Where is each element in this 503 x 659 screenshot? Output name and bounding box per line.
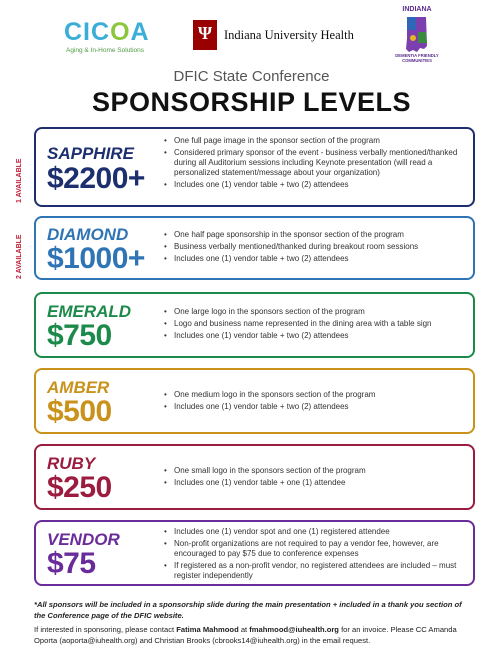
benefit-item: • Includes one (1) vendor table + two (2) attendees bbox=[164, 402, 463, 412]
benefit-item: • Logo and business name represented in the dining area with a table sign bbox=[164, 319, 463, 329]
benefit-item: • Non-profit organizations are not required to pay a vendor fee, however, are encouraged to pay $75 due to conference expenses bbox=[164, 539, 463, 559]
contact-info bbox=[34, 624, 474, 646]
tier-price: $250 bbox=[47, 471, 112, 504]
tier-name: EMERALD bbox=[47, 302, 132, 321]
cicoa-logo bbox=[64, 18, 154, 58]
tier-price: $2200+ bbox=[47, 162, 145, 195]
benefit-item: • Includes one (1) vendor table + two (2) attendees bbox=[164, 331, 463, 341]
benefit-item: • Includes one (1) vendor table + two (2) attendees bbox=[164, 254, 463, 264]
indiana-title: INDIANA bbox=[402, 6, 432, 13]
tier-benefits bbox=[164, 136, 463, 192]
page-title: SPONSORSHIP LEVELS bbox=[91, 87, 412, 117]
tier-emerald bbox=[34, 292, 475, 358]
cicoa-o-letter: O bbox=[110, 18, 131, 46]
tier-benefits bbox=[164, 390, 463, 414]
indiana-state-icon bbox=[404, 16, 430, 54]
benefit-item: • One small logo in the sponsors section of the program bbox=[164, 466, 463, 476]
dementia-friendly-logo bbox=[382, 6, 452, 68]
tier-ruby bbox=[34, 444, 475, 510]
contact-name: Fatima Mahmood bbox=[176, 625, 239, 634]
benefit-item: • One medium logo in the sponsors section of the program bbox=[164, 390, 463, 400]
tier-price: $75 bbox=[47, 547, 96, 580]
iu-trident-icon bbox=[193, 20, 217, 60]
tier-vendor bbox=[34, 520, 475, 586]
tier-price: $750 bbox=[47, 319, 112, 352]
contact-email-link[interactable]: fmahmood@iuhealth.org bbox=[249, 625, 339, 634]
benefit-item: • Business verbally mentioned/thanked during breakout room sessions bbox=[164, 242, 463, 252]
contact-text: If interested in sponsoring, please contact bbox=[34, 625, 177, 634]
cicoa-tagline: Aging & In-Home Solutions bbox=[66, 47, 145, 54]
benefit-item: • Includes one (1) vendor spot and one (1) registered attendee bbox=[164, 527, 463, 537]
tier-amber bbox=[34, 368, 475, 434]
indiana-subtitle: DEMENTIA FRIENDLY COMMUNITIES bbox=[395, 53, 439, 63]
tier-price: $1000+ bbox=[47, 242, 145, 275]
tier-diamond bbox=[34, 216, 475, 280]
tier-name: AMBER bbox=[47, 378, 110, 397]
iu-mark-glyph: Ψ bbox=[197, 23, 213, 43]
benefit-item: • One full page image in the sponsor section of the program bbox=[164, 136, 463, 146]
benefit-item: • Includes one (1) vendor table + one (1) attendee bbox=[164, 478, 463, 488]
tier-benefits bbox=[164, 230, 463, 266]
cicoa-wordmark: CICOA bbox=[64, 18, 150, 46]
tier-benefits bbox=[164, 307, 463, 343]
tier-benefits bbox=[164, 466, 463, 490]
tier-name: VENDOR bbox=[47, 530, 120, 549]
tier-sapphire bbox=[34, 127, 475, 207]
tier-benefits bbox=[164, 527, 463, 583]
conference-name: DFIC State Conference bbox=[173, 68, 330, 85]
availability-label: 2 AVAILABLE bbox=[16, 234, 23, 279]
benefit-item: • One large logo in the sponsors section of the program bbox=[164, 307, 463, 317]
iu-health-name: Indiana University Health bbox=[224, 28, 354, 42]
tier-name: DIAMOND bbox=[47, 225, 129, 244]
benefit-item: • Considered primary sponsor of the event - business verbally mentioned/thanked during all Auditorium sessions including Keynote presentation (will read a personalized statement/message about your organization) bbox=[164, 148, 463, 178]
benefit-item: • If registered as a non-profit vendor, no registered attendees are included – must register independently bbox=[164, 561, 463, 581]
availability-label: 1 AVAILABLE bbox=[16, 158, 23, 203]
benefit-item: • One half page sponsorship in the sponsor section of the program bbox=[164, 230, 463, 240]
contact-text: at bbox=[238, 625, 250, 634]
sponsor-note: *All sponsors will be included in a sponsorship slide during the main presentation + included in a thank you section of the Conference page of the DFIC website. bbox=[34, 600, 462, 620]
benefit-item: • Includes one (1) vendor table + two (2) attendees bbox=[164, 180, 463, 190]
iu-mark-sub: HEALTH bbox=[196, 55, 214, 60]
tier-name: RUBY bbox=[47, 454, 96, 473]
iu-health-logo bbox=[193, 20, 354, 60]
header-logos bbox=[0, 0, 503, 70]
contact-text: for an invoice. Please CC Amanda Oporta (aoporta@iuhealth.org) and Christian Brooks (cbrooks14@iuhealth.org) in the email request. bbox=[34, 625, 457, 645]
tier-price: $500 bbox=[47, 395, 112, 428]
tier-name: SAPPHIRE bbox=[47, 144, 134, 163]
